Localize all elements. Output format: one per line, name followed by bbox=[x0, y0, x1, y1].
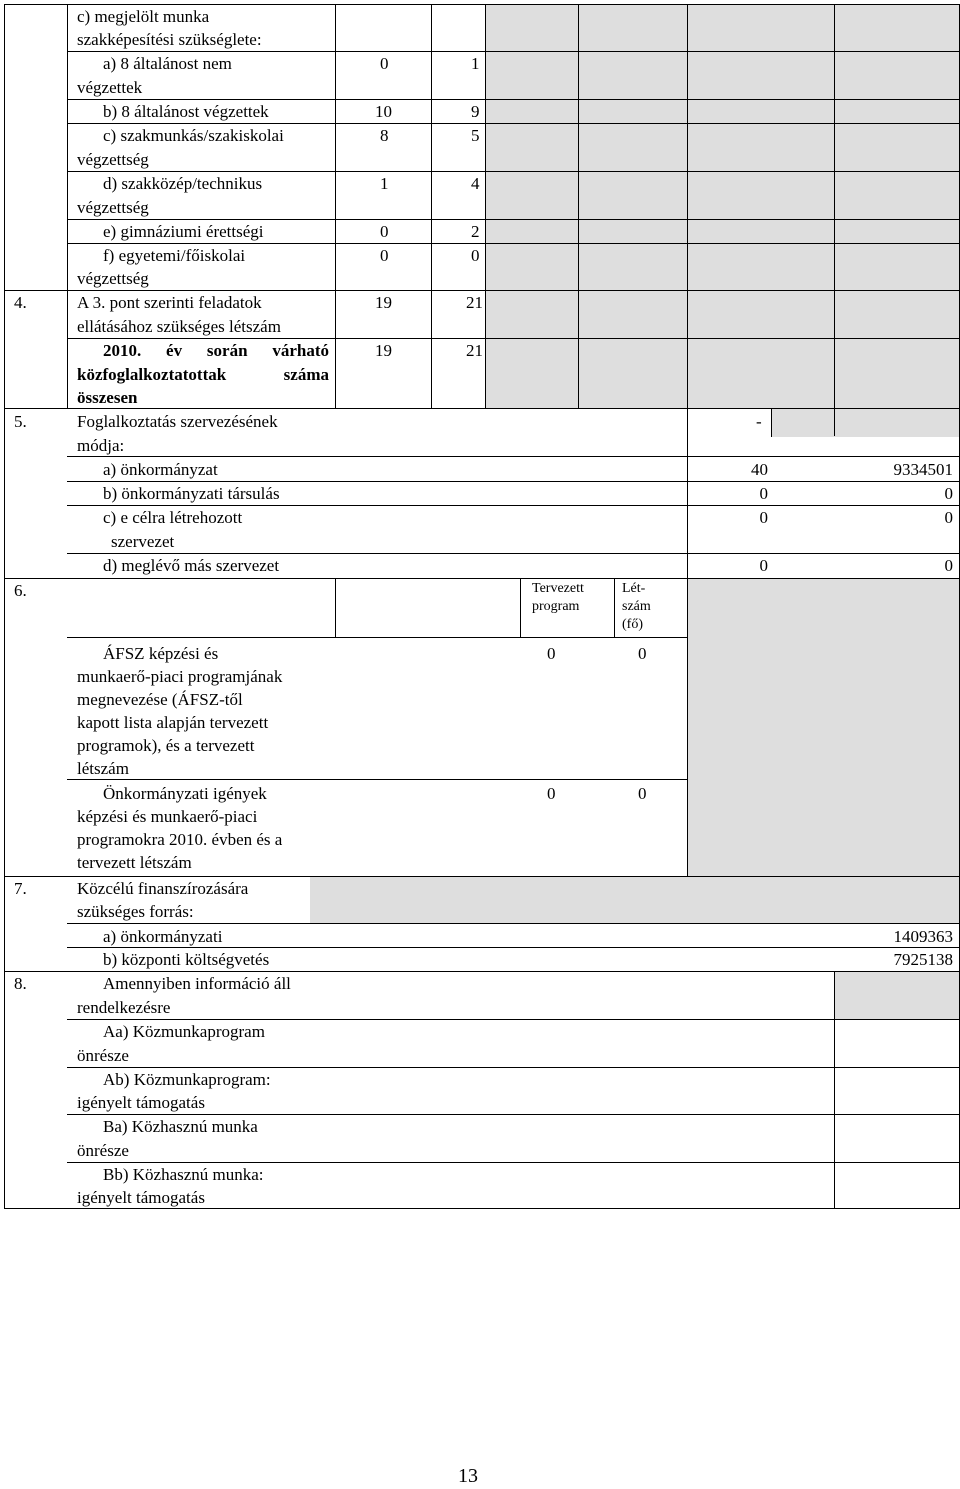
row7b-value: 7925138 bbox=[893, 950, 953, 969]
row6b-value-2: 0 bbox=[638, 784, 647, 803]
row-line-6a bbox=[67, 637, 687, 638]
row5b-value-2: 0 bbox=[944, 484, 953, 503]
row8aa-label-line2: önrésze bbox=[77, 1046, 129, 1065]
row2010-label-line1: 2010. év során várható bbox=[103, 341, 329, 360]
row4-value-2: 21 bbox=[466, 293, 483, 312]
row6a-value-2: 0 bbox=[638, 644, 647, 663]
label-column-line bbox=[335, 4, 336, 408]
row7-label-line2: szükséges forrás: bbox=[77, 902, 194, 921]
row2010-value-1: 19 bbox=[375, 341, 392, 360]
row8bb-label-line2: igényelt támogatás bbox=[77, 1188, 205, 1207]
grid-column-line-4b bbox=[834, 971, 835, 1209]
row7-number: 7. bbox=[14, 879, 27, 898]
row8ba-label-line2: önrésze bbox=[77, 1141, 129, 1160]
row5c-label-line2: szervezet bbox=[111, 532, 175, 551]
c-d-label-line2: végzettség bbox=[77, 198, 149, 217]
shade-row6-right bbox=[687, 579, 959, 877]
row-line-6b bbox=[67, 779, 687, 780]
value-column-line bbox=[431, 4, 432, 408]
row-line-5a bbox=[67, 456, 959, 457]
shade-top-right bbox=[485, 4, 959, 408]
row7a-label: a) önkormányzati bbox=[103, 927, 223, 946]
c-c-label-line1: c) szakmunkás/szakiskolai bbox=[103, 126, 284, 145]
row6-header-headcount-line2: szám bbox=[622, 599, 651, 614]
c-a-label-line1: a) 8 általánost nem bbox=[103, 54, 232, 73]
row5c-label-line1: c) e célra létrehozott bbox=[103, 508, 243, 527]
shade-row7-right bbox=[310, 876, 959, 924]
row6b-label-line4: tervezett létszám bbox=[77, 853, 192, 872]
row7b-label: b) központi költségvetés bbox=[103, 950, 270, 969]
row6a-value-1: 0 bbox=[547, 644, 556, 663]
row5d-value-1: 0 bbox=[759, 556, 768, 575]
row8bb-label-line1: Bb) Közhasznú munka: bbox=[103, 1165, 264, 1184]
c-header-line1: c) megjelölt munka bbox=[77, 7, 210, 26]
c-d-label-line1: d) szakközép/technikus bbox=[103, 174, 263, 193]
c-b-value-1: 10 bbox=[375, 102, 392, 121]
c-f-value-1: 0 bbox=[380, 246, 389, 265]
c-c-value-1: 8 bbox=[380, 126, 389, 145]
grid-column-line-4 bbox=[834, 4, 835, 436]
row8-label-line1: Amennyiben információ áll bbox=[103, 974, 291, 993]
row6a-label-line2: munkaerő-piaci programjának bbox=[77, 667, 283, 686]
row8-label-line2: rendelkezésre bbox=[77, 998, 171, 1017]
row6b-label-line3: programokra 2010. évben és a bbox=[77, 830, 283, 849]
c-f-label-line1: f) egyetemi/főiskolai bbox=[103, 246, 246, 265]
c-b-label: b) 8 általánost végzettek bbox=[103, 102, 269, 121]
row6-header-program-line2: program bbox=[532, 599, 580, 614]
c-b-value-2: 9 bbox=[471, 102, 480, 121]
row6-header-headcount-line3: (fő) bbox=[622, 617, 643, 632]
row7-label-line1: Közcélú finanszírozására bbox=[77, 879, 249, 898]
row6a-label-line1: ÁFSZ képzési és bbox=[103, 644, 219, 663]
grid-column-line-3 bbox=[771, 409, 772, 437]
row2010-label-line2: közfoglalkoztatottak száma bbox=[77, 365, 329, 384]
grid-column-line-2 bbox=[687, 4, 688, 877]
number-column-line bbox=[67, 4, 68, 408]
row8ab-label-line1: Ab) Közmunkaprogram: bbox=[103, 1070, 271, 1089]
row5d-label: d) meglévő más szervezet bbox=[103, 556, 280, 575]
row-line-6 bbox=[4, 578, 959, 579]
row4-value-1: 19 bbox=[375, 293, 392, 312]
row6b-value-1: 0 bbox=[547, 784, 556, 803]
c-a-value-2: 1 bbox=[471, 54, 480, 73]
row6-number: 6. bbox=[14, 581, 27, 600]
row8ba-label-line1: Ba) Közhasznú munka bbox=[103, 1117, 258, 1136]
c-a-value-1: 0 bbox=[380, 54, 389, 73]
c-header-line2: szakképesítési szükséglete: bbox=[77, 30, 262, 49]
row6-label-line bbox=[335, 579, 336, 637]
row2010-value-2: 21 bbox=[466, 341, 483, 360]
row2010-label-line3: összesen bbox=[77, 388, 138, 407]
shade-column-line bbox=[485, 4, 486, 408]
c-e-value-2: 2 bbox=[471, 222, 480, 241]
c-d-value-1: 1 bbox=[380, 174, 389, 193]
row4-label-line2: ellátásához szükséges létszám bbox=[77, 317, 281, 336]
row5a-value-2: 9334501 bbox=[893, 460, 953, 479]
row5d-value-2: 0 bbox=[944, 556, 953, 575]
row4-label-line1: A 3. pont szerinti feladatok bbox=[77, 293, 262, 312]
c-d-value-2: 4 bbox=[471, 174, 480, 193]
shade-row8-right bbox=[834, 971, 959, 1019]
c-f-label-line2: végzettség bbox=[77, 269, 149, 288]
row6a-label-line6: létszám bbox=[77, 759, 129, 778]
row5-number: 5. bbox=[14, 412, 27, 431]
row8aa-label-line1: Aa) Közmunkaprogram bbox=[103, 1022, 265, 1041]
row5-label-line1: Foglalkoztatás szervezésének bbox=[77, 412, 278, 431]
row8ab-label-line2: igényelt támogatás bbox=[77, 1093, 205, 1112]
c-c-label-line2: végzettség bbox=[77, 150, 149, 169]
row5b-label: b) önkormányzati társulás bbox=[103, 484, 280, 503]
row4-number: 4. bbox=[14, 293, 27, 312]
left-border bbox=[4, 4, 5, 1209]
row5-label-line2: módja: bbox=[77, 436, 125, 455]
row6b-label-line1: Önkormányzati igények bbox=[103, 784, 267, 803]
c-f-value-2: 0 bbox=[471, 246, 480, 265]
row5c-value-2: 0 bbox=[944, 508, 953, 527]
c-e-value-1: 0 bbox=[380, 222, 389, 241]
row-line-7a bbox=[67, 923, 959, 924]
row5a-label: a) önkormányzat bbox=[103, 460, 218, 479]
page-number: 13 bbox=[458, 1465, 478, 1487]
row6a-label-line5: programok), és a tervezett bbox=[77, 736, 255, 755]
row7a-value: 1409363 bbox=[893, 927, 953, 946]
c-c-value-2: 5 bbox=[471, 126, 480, 145]
row6-col2-line bbox=[614, 579, 615, 637]
row6-header-headcount-line1: Lét- bbox=[622, 581, 646, 596]
row-line-5 bbox=[4, 408, 959, 409]
row6-col1-line bbox=[520, 579, 521, 637]
row5c-value-1: 0 bbox=[759, 508, 768, 527]
shade-row5-right bbox=[771, 409, 959, 437]
row5a-value-1: 40 bbox=[751, 460, 768, 479]
row8-number: 8. bbox=[14, 974, 27, 993]
row6-header-program-line1: Tervezett bbox=[532, 581, 584, 596]
row6b-label-line2: képzési és munkaerő-piaci bbox=[77, 807, 258, 826]
row6a-label-line4: kapott lista alapján tervezett bbox=[77, 713, 269, 732]
c-a-label-line2: végzettek bbox=[77, 78, 143, 97]
grid-column-line-1 bbox=[578, 4, 579, 408]
row5b-value-1: 0 bbox=[759, 484, 768, 503]
row5-dash: - bbox=[756, 412, 762, 431]
c-e-label: e) gimnáziumi érettségi bbox=[103, 222, 264, 241]
row6a-label-line3: megnevezése (ÁFSZ-től bbox=[77, 690, 243, 709]
